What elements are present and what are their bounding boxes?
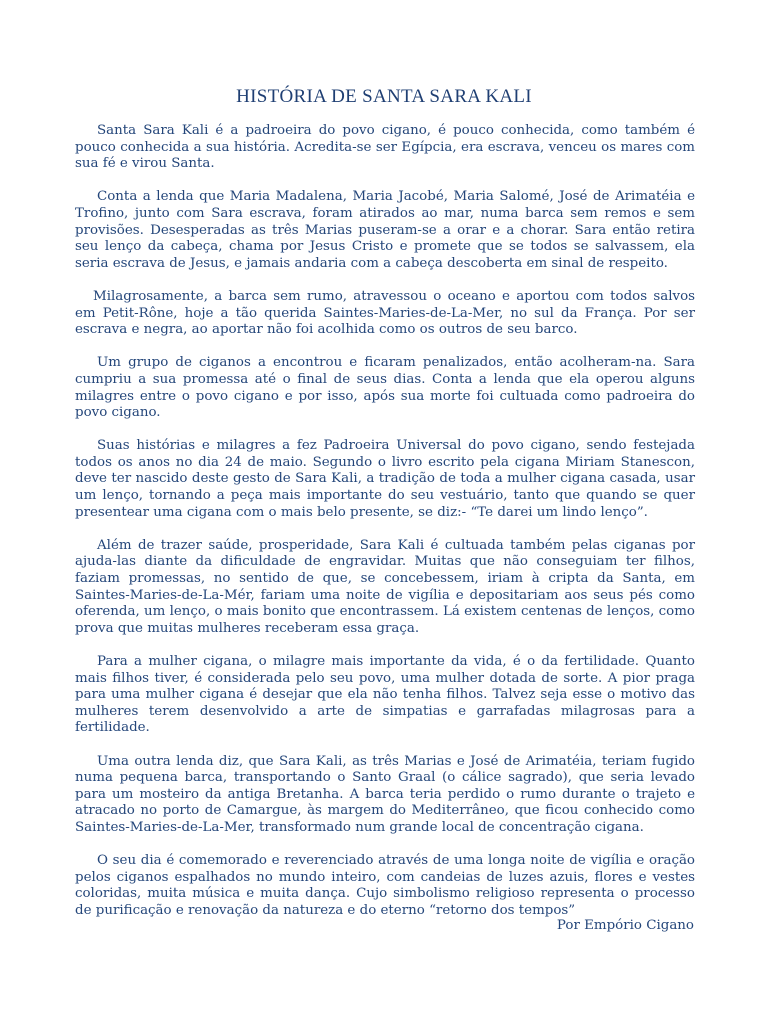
document-body	[75, 123, 695, 936]
paragraph-1: Santa Sara Kali é a padroeira do povo cigano, é pouco conhecida, como também é pouco conhecida a sua história. Acredita-se ser Egípcia, era escrava, venceu os mares com sua fé e virou Santa.	[75, 123, 695, 172]
paragraph-5: Suas histórias e milagres a fez Padroeira Universal do povo cigano, sendo festejada todos os anos no dia 24 de maio. Segundo o livro escrito pela cigana Miriam Stanescon, deve ter nascido deste gesto de Sara Kali, a tradição de toda a mulher cigana casada, usar um lenço, tornando a peça mais importante do seu vestuário, tanto que quando se quer presentear uma cigana com o mais belo presente, se diz:- “Te darei um lindo lenço”.	[75, 438, 695, 520]
paragraph-2: Conta a lenda que Maria Madalena, Maria Jacobé, Maria Salomé, José de Arimatéia e Trofino, junto com Sara escrava, foram atirados ao mar, numa barca sem remos e sem provisões. Desesperadas as três Marias puseram-se a orar e a chorar. Sara então retira seu lenço da cabeça, chama por Jesus Cristo e promete que se todos se salvassem, ela seria escrava de Jesus, e jamais andaria com a cabeça descoberta em sinal de respeito.	[75, 189, 695, 271]
paragraph-6: Além de trazer saúde, prosperidade, Sara Kali é cultuada também pelas ciganas por ajuda-las diante da dificuldade de engravidar. Muitas que não conseguiam ter filhos, faziam promessas, no sentido de que, se concebessem, iriam à cripta da Santa, em Saintes-Maries-de-La-Mér, fariam uma noite de vigília e depositariam aos seus pés como oferenda, um lenço, o mais bonito que encontrassem. Lá existem centenas de lenços, como prova que muitas mulheres receberam essa graça.	[75, 537, 695, 636]
paragraph-3: Milagrosamente, a barca sem rumo, atravessou o oceano e aportou com todos salvos em Petit-Rône, hoje a tão querida Saintes-Maries-de-La-Mer, no sul da França. Por ser escrava e negra, ao aportar não foi acolhida como os outros de seu barco.	[75, 288, 695, 338]
paragraph-7: Para a mulher cigana, o milagre mais importante da vida, é o da fertilidade. Quanto mais filhos tiver, é considerada pelo seu povo, uma mulher dotada de sorte. A pior praga para uma mulher cigana é desejar que ela não tenha filhos. Talvez seja esse o motivo das mulheres terem desenvolvido a arte de simpatias e garrafadas milagrosas para a fertilidade.	[75, 654, 695, 736]
document-title: HISTÓRIA DE SANTA SARA KALI	[236, 86, 532, 107]
signature: Por Empório Cigano	[556, 918, 694, 933]
paragraph-9: O seu dia é comemorado e reverenciado através de uma longa noite de vigília e oração pelos ciganos espalhados no mundo inteiro, com candeias de luzes azuis, flores e vestes coloridas, muita música e muita dança. Cujo simbolismo religioso representa o processo de purificação e renovação da natureza e do eterno “retorno dos tempos”	[75, 853, 695, 918]
paragraph-4: Um grupo de ciganos a encontrou e ficaram penalizados, então acolheram-na. Sara cumpriu a sua promessa até o final de seus dias. Conta a lenda que ela operou alguns milagres entre o povo cigano e por isso, após sua morte foi cultuada como padroeira do povo cigano.	[75, 355, 695, 421]
paragraph-8: Uma outra lenda diz, que Sara Kali, as três Marias e José de Arimatéia, teriam fugido numa pequena barca, transportando o Santo Graal (o cálice sagrado), que seria levado para um mosteiro da antiga Bretanha. A barca teria perdido o rumo durante o trajeto e atracado no porto de Camargue, às margem do Mediterrâneo, que ficou conhecido como Saintes-Maries-de-La-Mer, transformado num grande local de concentração cigana.	[75, 753, 695, 835]
